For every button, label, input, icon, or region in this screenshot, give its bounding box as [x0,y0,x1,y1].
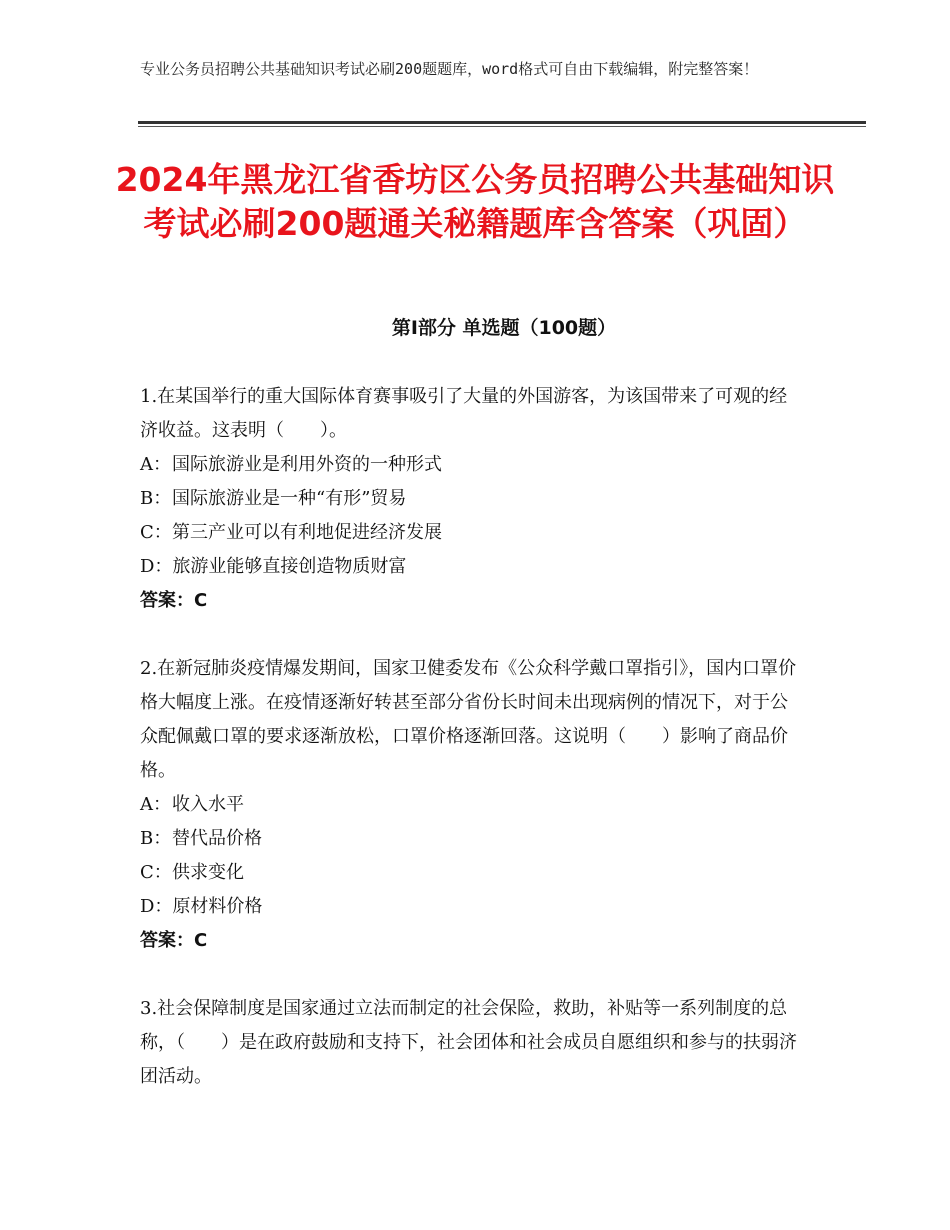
question-2 [140,652,800,958]
question-stem: 3.社会保障制度是国家通过立法而制定的社会保险，救助，补贴等一系列制度的总称，（ ）是在政府鼓励和支持下，社会团体和社会成员自愿组织和参与的扶弱济团活动。 [140,998,797,1087]
option-b [140,822,800,856]
option-letter: D： [140,896,173,917]
option-text: 替代品价格 [172,828,262,849]
option-c [140,856,800,890]
option-text: 第三产业可以有利地促进经济发展 [172,522,442,543]
question-list [140,380,800,1128]
option-letter: D： [140,556,173,577]
question-3 [140,992,800,1094]
question-stem: 1.在某国举行的重大国际体育赛事吸引了大量的外国游客，为该国带来了可观的经济收益。这表明（ ）。 [140,386,788,441]
option-d [140,550,800,584]
header-note: 专业公务员招聘公共基础知识考试必刷200题题库，word格式可自由下载编辑，附完整答案！ [140,60,759,78]
option-text: 国际旅游业是利用外资的一种形式 [172,454,442,475]
option-letter: B： [140,488,172,509]
option-letter: B： [140,828,172,849]
option-b [140,482,800,516]
option-text: 旅游业能够直接创造物质财富 [172,556,407,577]
question-1 [140,380,800,618]
option-text: 收入水平 [172,794,244,815]
option-letter: A： [140,794,171,815]
answer-line: 答案：C [140,930,208,951]
option-d [140,890,800,924]
option-letter: C： [140,862,172,883]
document-title: 2024年黑龙江省香坊区公务员招聘公共基础知识考试必刷200题通关秘籍题库含答案（巩固） [115,160,835,243]
option-text: 国际旅游业是一种“有形”贸易 [172,488,407,509]
option-a [140,788,800,822]
option-letter: C： [140,522,172,543]
question-stem: 2.在新冠肺炎疫情爆发期间，国家卫健委发布《公众科学戴口罩指引》，国内口罩价格大幅度上涨。在疫情逐渐好转甚至部分省份长时间未出现病例的情况下，对于公众配佩戴口罩的要求逐渐放松，口罩价格逐渐回落。这说明（ ）影响了商品价格。 [140,658,797,781]
option-letter: A： [140,454,171,475]
answer-line: 答案：C [140,590,208,611]
header-rule-thick [138,121,866,124]
option-text: 供求变化 [172,862,244,883]
section-heading: 第Ⅰ部分 单选题（100题） [391,317,617,339]
option-c [140,516,800,550]
header-rule-thin [138,126,866,127]
option-a [140,448,800,482]
option-text: 原材料价格 [172,896,263,917]
